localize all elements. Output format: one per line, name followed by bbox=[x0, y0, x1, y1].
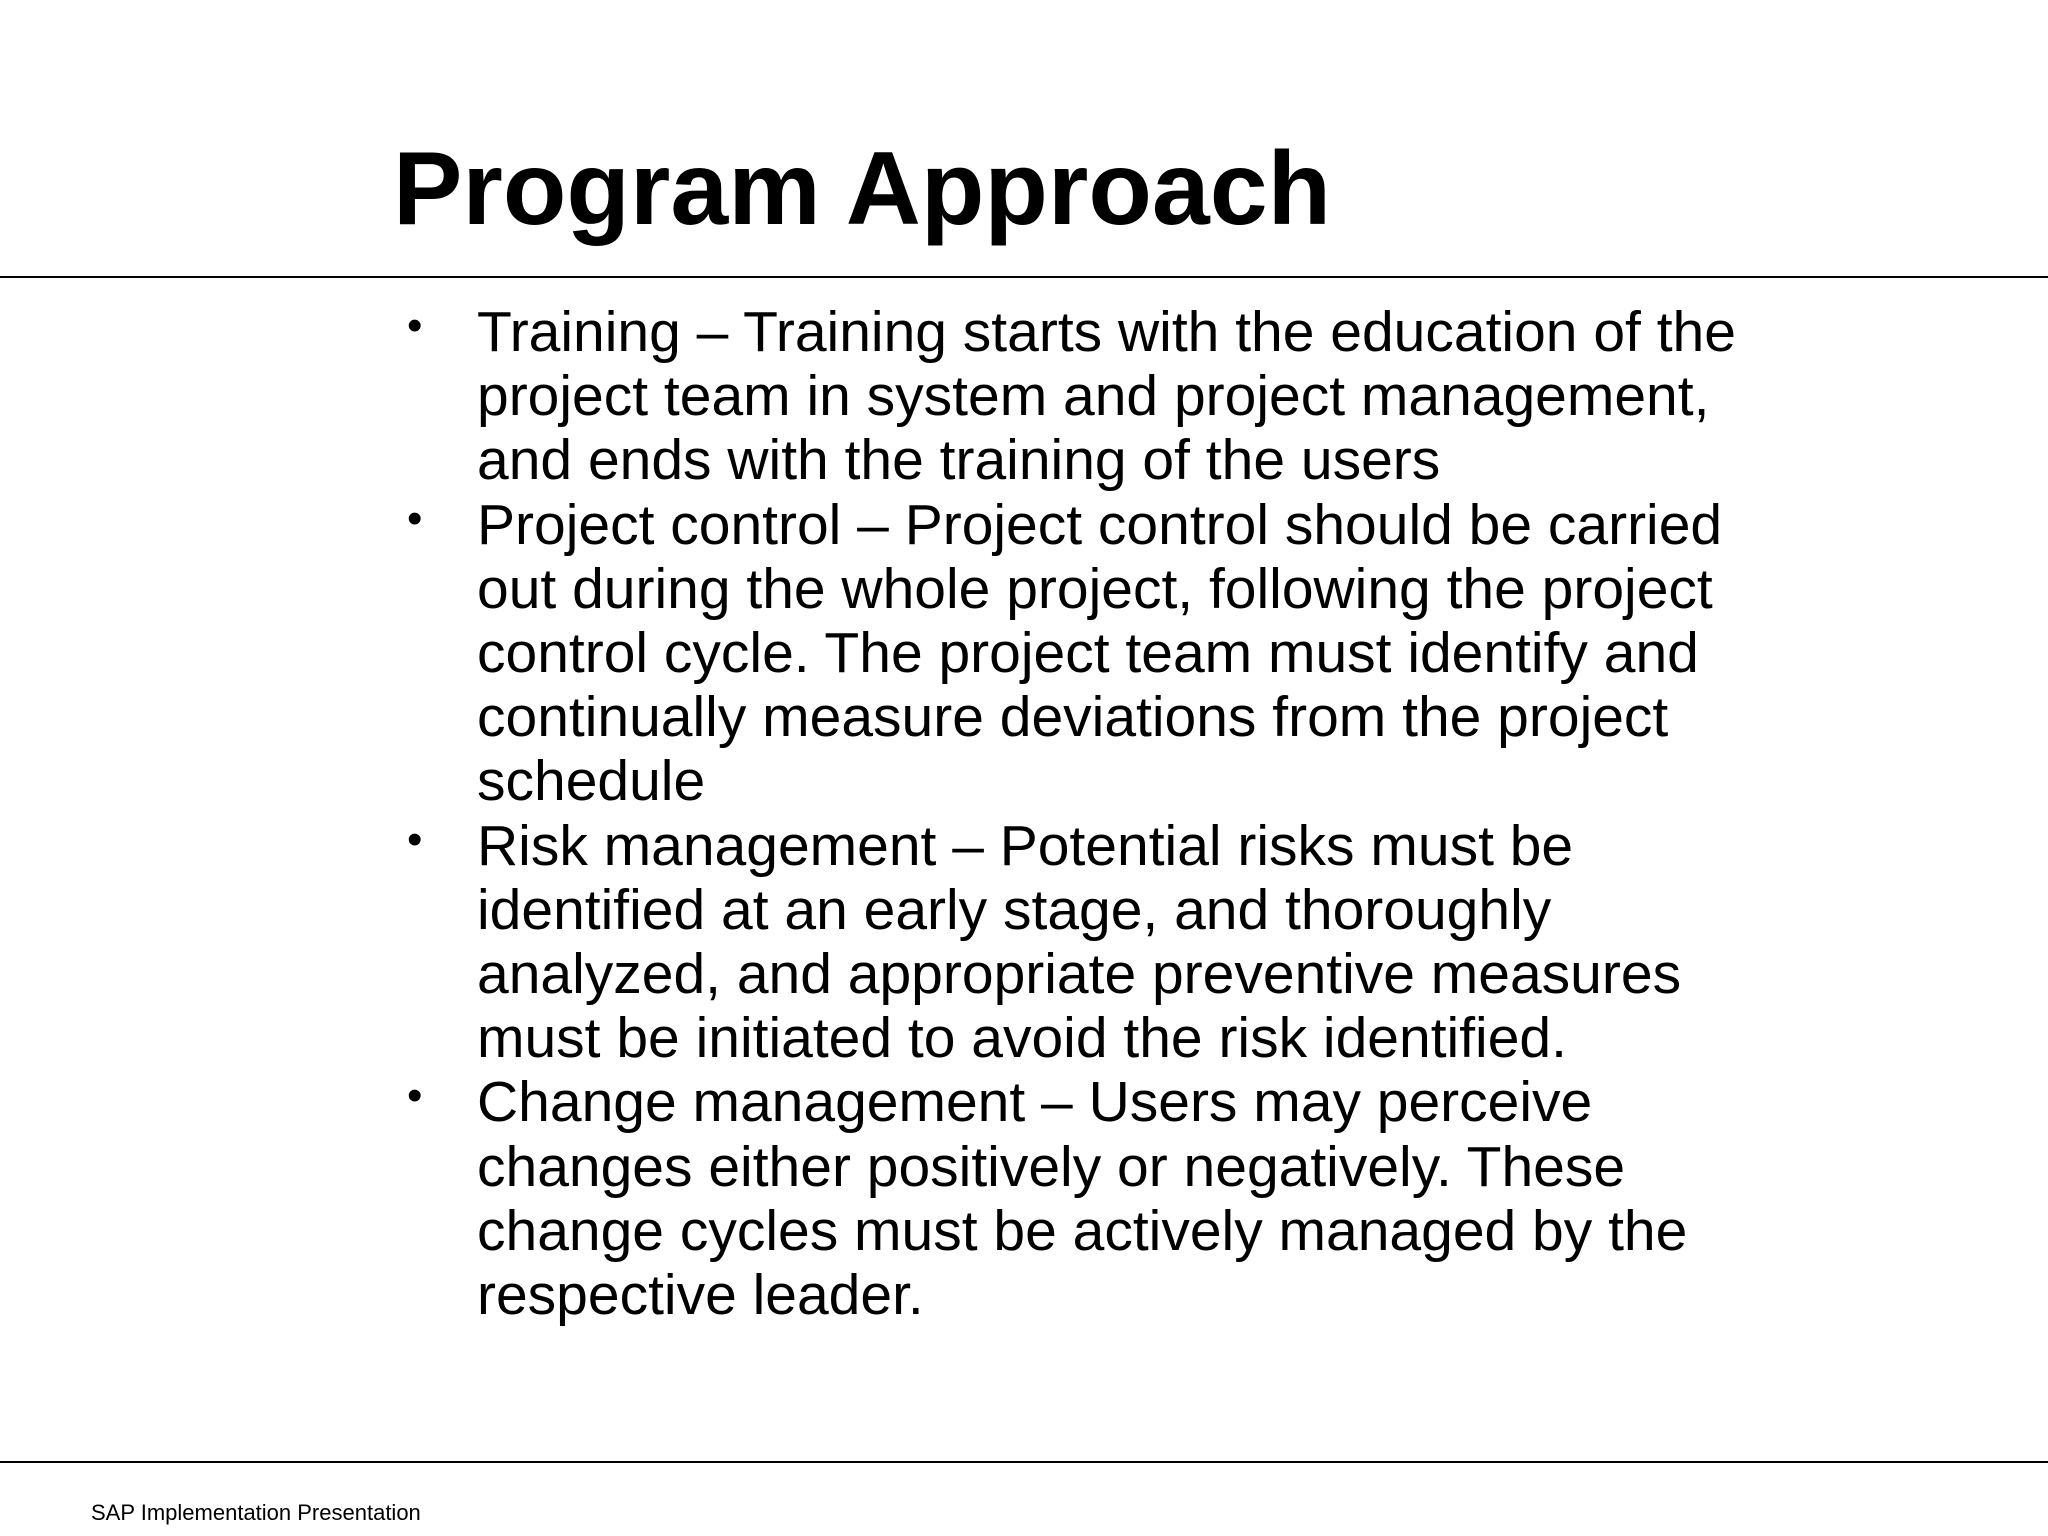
bullet-item-risk-management bbox=[400, 814, 1800, 1071]
bullet-text: Risk management – Potential risks must be identified at an early stage, and thoroughly analyzed, and appropriate preventive measures must be initiated to avoid the risk identified. bbox=[477, 813, 1682, 1071]
bullet-marker: • bbox=[407, 493, 423, 543]
bullet-item-training bbox=[400, 300, 1800, 493]
footer-text: SAP Implementation Presentation bbox=[91, 1500, 421, 1525]
bullet-marker: • bbox=[407, 814, 423, 864]
bullet-text: Change management – Users may perceive changes either positively or negatively. These change cycles must be actively managed by the respective leader. bbox=[477, 1070, 1688, 1328]
bullet-text: Project control – Project control should be carried out during the whole project, following the project control cycle. The project team must identify and continually measure deviations from the project schedule bbox=[477, 492, 1723, 814]
slide-title: Program Approach bbox=[393, 131, 1332, 247]
bullet-list bbox=[400, 300, 1800, 1327]
bullet-text: Training – Training starts with the education of the project team in system and project management, and ends with the training of the users bbox=[477, 300, 1736, 493]
bullet-item-project-control bbox=[400, 493, 1800, 814]
bullet-marker: • bbox=[407, 301, 423, 350]
footer-divider bbox=[0, 1461, 2048, 1463]
bullet-marker: • bbox=[407, 1071, 423, 1121]
bullet-item-change-management bbox=[400, 1070, 1800, 1327]
title-divider bbox=[0, 276, 2048, 278]
